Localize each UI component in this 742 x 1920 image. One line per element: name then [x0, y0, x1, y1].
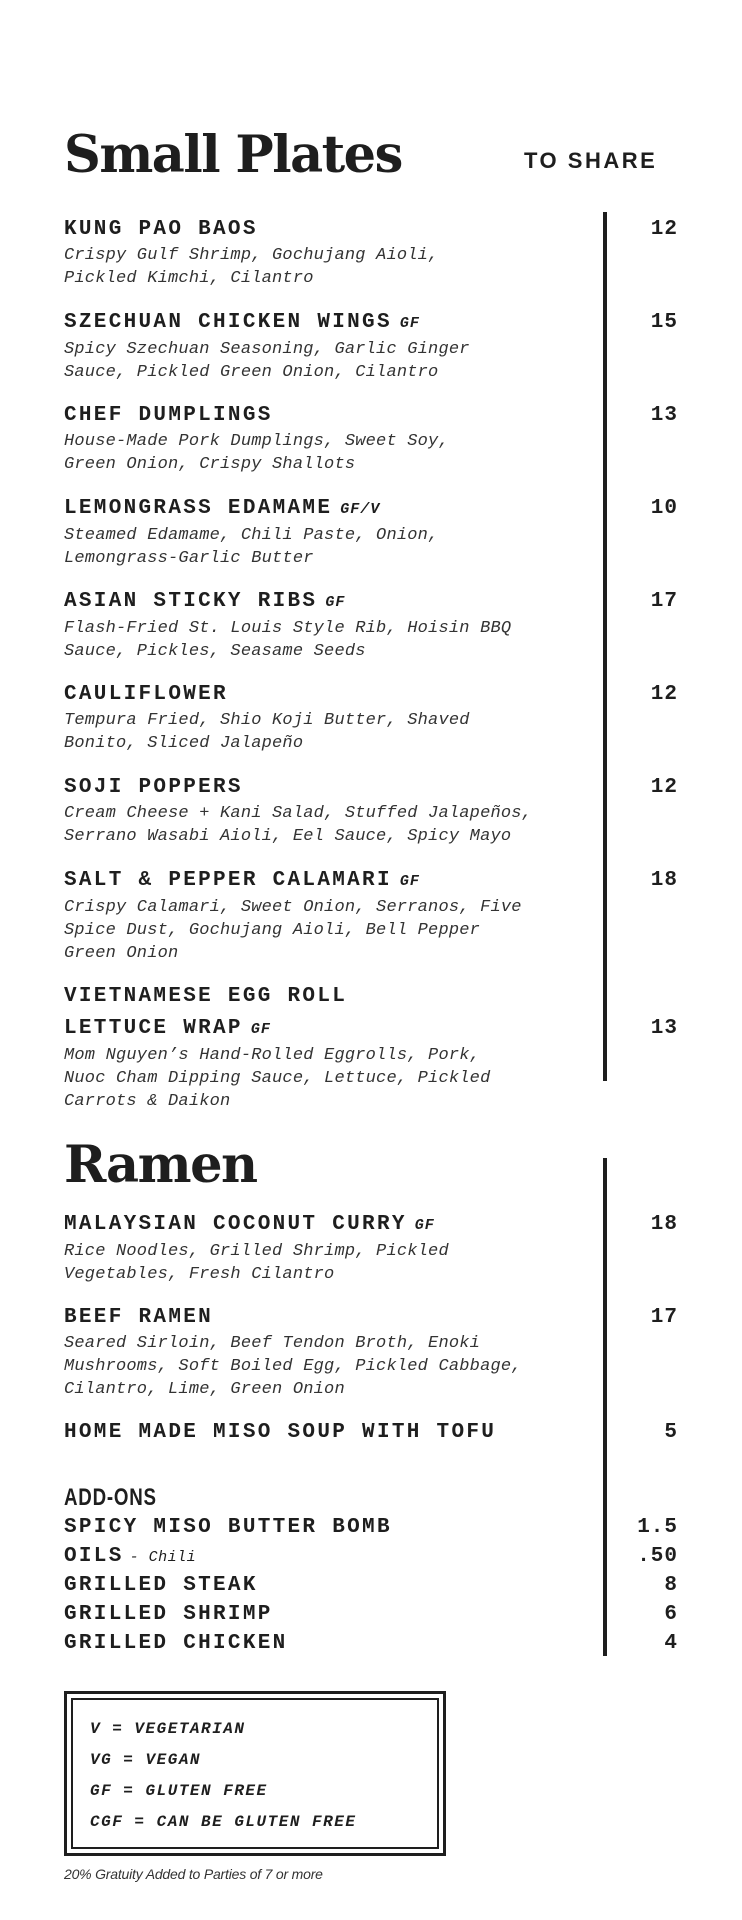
item-price: 18	[650, 1213, 678, 1236]
item-name: CAULIFLOWER	[64, 683, 228, 706]
addon-price: .50	[637, 1545, 678, 1568]
item-name: MALAYSIAN COCONUT CURRY GF	[64, 1213, 435, 1236]
item-description: Mom Nguyen’s Hand-Rolled Eggrolls, Pork, Nuoc Cham Dipping Sauce, Lettuce, Pickled Carrots & Daikon	[64, 1046, 491, 1111]
legend-gluten-free: GF = GLUTEN FREE	[90, 1782, 268, 1800]
menu-item-chef-dumplings	[64, 404, 610, 476]
legend-can-be-gluten-free: CGF = CAN BE GLUTEN FREE	[90, 1813, 357, 1831]
item-description: Seared Sirloin, Beef Tendon Broth, Enoki Mushrooms, Soft Boiled Egg, Pickled Cabbage, Cilantro, Lime, Green Onion	[64, 1334, 522, 1399]
item-price: 15	[650, 311, 678, 334]
item-name: CHEF DUMPLINGS	[64, 404, 273, 427]
dietary-tag: GF	[399, 873, 420, 890]
item-description: Steamed Edamame, Chili Paste, Onion, Lemongrass-Garlic Butter	[64, 526, 439, 568]
item-price: 13	[650, 1017, 678, 1040]
legend-vegetarian: V = VEGETARIAN	[90, 1720, 246, 1738]
menu-item-miso-soup	[64, 1421, 610, 1445]
item-name: SALT & PEPPER CALAMARI GF	[64, 869, 420, 892]
item-price: 12	[650, 776, 678, 799]
menu-item-salt-pepper-calamari	[64, 869, 610, 965]
gratuity-note: 20% Gratuity Added to Parties of 7 or more	[64, 1866, 323, 1882]
menu-item-asian-sticky-ribs	[64, 590, 610, 663]
item-name: BEEF RAMEN	[64, 1306, 214, 1329]
item-name: ASIAN STICKY RIBS GF	[64, 590, 346, 613]
legend-inner-border	[71, 1698, 439, 1849]
menu-item-kung-pao-baos	[64, 218, 610, 290]
addon-item: GRILLED CHICKEN	[64, 1632, 288, 1655]
item-name: SZECHUAN CHICKEN WINGS GF	[64, 311, 420, 334]
menu-item-malaysian-coconut-curry	[64, 1213, 610, 1286]
item-description: Flash-Fried St. Louis Style Rib, Hoisin BBQ Sauce, Pickles, Seasame Seeds	[64, 619, 512, 661]
addon-price: 8	[664, 1574, 678, 1597]
menu-item-cauliflower	[64, 683, 610, 755]
addon-price: 4	[664, 1632, 678, 1655]
item-description: House-Made Pork Dumplings, Sweet Soy, Green Onion, Crispy Shallots	[64, 432, 449, 474]
item-price: 12	[650, 218, 678, 241]
item-name: LEMONGRASS EDAMAME GF/V	[64, 497, 381, 520]
item-description: Spicy Szechuan Seasoning, Garlic Ginger Sauce, Pickled Green Onion, Cilantro	[64, 340, 470, 382]
menu-item-szechuan-chicken-wings	[64, 311, 610, 384]
item-price: 18	[650, 869, 678, 892]
ramen-title: Ramen	[64, 1135, 257, 1195]
item-description: Rice Noodles, Grilled Shrimp, Pickled Vegetables, Fresh Cilantro	[64, 1242, 449, 1284]
item-description: Crispy Gulf Shrimp, Gochujang Aioli, Pickled Kimchi, Cilantro	[64, 246, 439, 288]
item-name: LETTUCE WRAP GF	[64, 1017, 271, 1040]
item-name: SOJI POPPERS	[64, 776, 243, 799]
dietary-tag: GF	[325, 594, 346, 611]
dietary-tag: GF	[250, 1021, 271, 1038]
item-name: KUNG PAO BAOS	[64, 218, 258, 241]
small-plates-title: Small Plates	[64, 125, 402, 185]
addon-item: GRILLED STEAK	[64, 1574, 258, 1597]
dietary-tag: GF	[414, 1217, 435, 1234]
legend-vegan: VG = VEGAN	[90, 1751, 202, 1769]
addon-price: 1.5	[637, 1516, 678, 1539]
item-price: 12	[650, 683, 678, 706]
addon-item: SPICY MISO BUTTER BOMB	[64, 1516, 392, 1539]
item-price: 10	[650, 497, 678, 520]
addons-heading: ADD-ONS	[64, 1484, 157, 1511]
item-price: 17	[650, 590, 678, 613]
item-description: Tempura Fried, Shio Koji Butter, Shaved Bonito, Sliced Jalapeño	[64, 711, 470, 753]
item-price: 5	[664, 1421, 678, 1444]
menu-item-soji-poppers	[64, 776, 610, 848]
item-name-line1: VIETNAMESE EGG ROLL	[64, 985, 348, 1008]
dietary-tag: GF/V	[340, 501, 381, 518]
addon-price: 6	[664, 1603, 678, 1626]
item-price: 13	[650, 404, 678, 427]
dietary-tag: GF	[399, 315, 420, 332]
menu-item-vietnamese-egg-roll	[64, 985, 610, 1113]
addon-item: GRILLED SHRIMP	[64, 1603, 273, 1626]
item-name: HOME MADE MISO SOUP WITH TOFU	[64, 1421, 497, 1444]
item-description: Cream Cheese + Kani Salad, Stuffed Jalapeños, Serrano Wasabi Aioli, Eel Sauce, Spicy Mayo	[64, 804, 533, 846]
addon-item: OILS - Chili	[64, 1545, 197, 1568]
menu-item-lemongrass-edamame	[64, 497, 610, 570]
to-share-subtitle: TO SHARE	[524, 148, 658, 173]
dietary-legend	[64, 1691, 446, 1856]
item-description: Crispy Calamari, Sweet Onion, Serranos, Five Spice Dust, Gochujang Aioli, Bell Pepper Green Onion	[64, 898, 522, 963]
addon-option: - Chili	[129, 1549, 197, 1566]
menu-item-beef-ramen	[64, 1306, 610, 1401]
item-price: 17	[650, 1306, 678, 1329]
